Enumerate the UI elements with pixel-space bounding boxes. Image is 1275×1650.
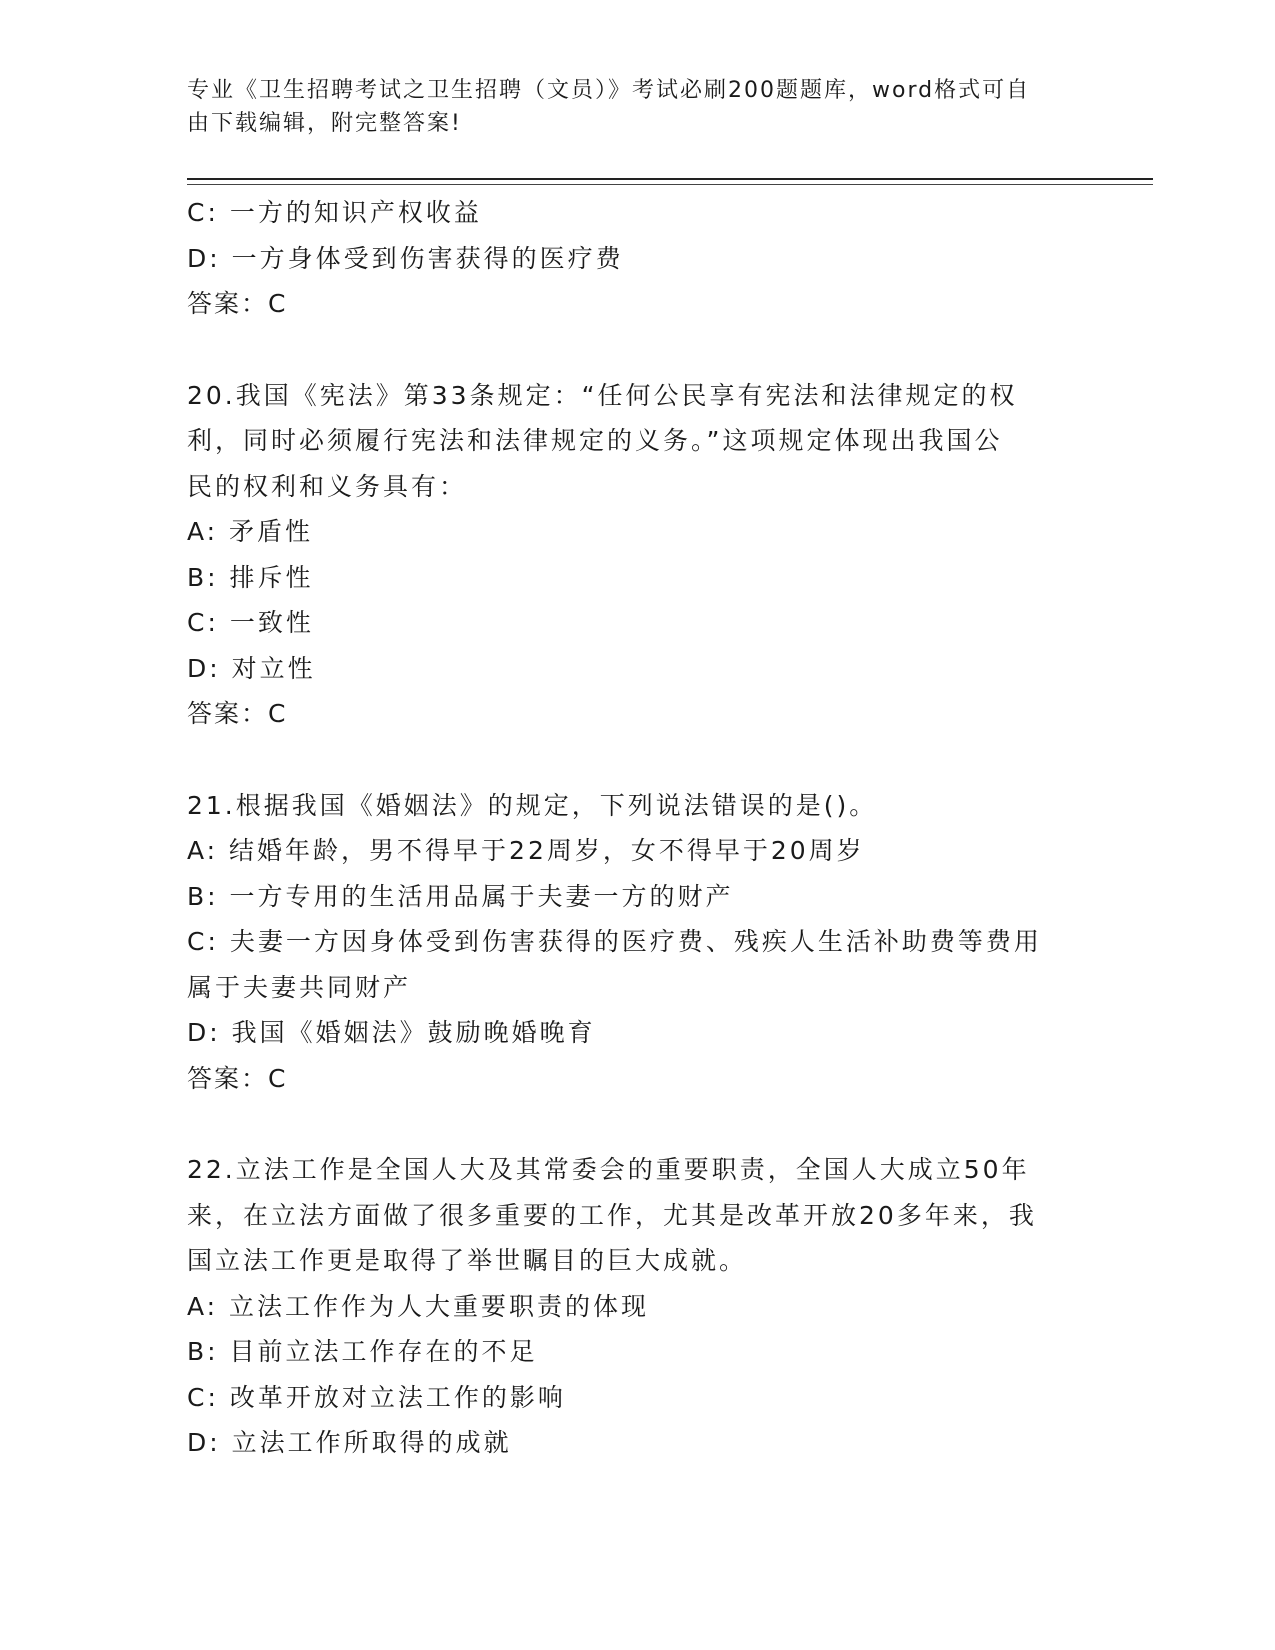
header-divider-thin [187, 184, 1153, 185]
question-stem-line: 国立法工作更是取得了举世瞩目的巨大成就。 [187, 1246, 748, 1275]
option-b: B: 一方专用的生活用品属于夫妻一方的财产 [187, 881, 734, 911]
question-stem-line: 来，在立法方面做了很多重要的工作，尤其是改革开放20多年来，我 [187, 1200, 1037, 1230]
question-stem-line: 21.根据我国《婚姻法》的规定，下列说法错误的是()。 [187, 790, 878, 820]
option-b: B: 排斥性 [187, 562, 314, 592]
option-c: C: 改革开放对立法工作的影响 [187, 1382, 566, 1412]
question-20 [187, 373, 1087, 737]
question-stem-line: 利，同时必须履行宪法和法律规定的义务。”这项规定体现出我国公 [187, 426, 1003, 455]
option-c-continued: 属于夫妻共同财产 [187, 972, 412, 1002]
option-d: D: 立法工作所取得的成就 [187, 1428, 512, 1457]
answer: 答案：C [187, 699, 288, 728]
option-c: C: 夫妻一方因身体受到伤害获得的医疗费、残疾人生活补助费等费用 [187, 927, 1042, 956]
option-c: C: 一方的知识产权收益 [187, 198, 482, 227]
option-d: D: 我国《婚姻法》鼓励晚婚晚育 [187, 1018, 596, 1047]
header-divider-thick [187, 178, 1153, 180]
question-22 [187, 1147, 1087, 1466]
answer: 答案：C [187, 1063, 288, 1093]
option-c: C: 一致性 [187, 608, 314, 637]
option-a: A: 结婚年龄，男不得早于22周岁，女不得早于20周岁 [187, 836, 865, 865]
option-d: D: 对立性 [187, 653, 316, 683]
header-line-1: 专业《卫生招聘考试之卫生招聘（文员）》考试必刷200题题库，word格式可自 [187, 78, 1031, 103]
header-line-2: 由下载编辑，附完整答案! [187, 111, 462, 136]
option-a: A: 立法工作作为人大重要职责的体现 [187, 1291, 650, 1321]
question-21 [187, 783, 1087, 1102]
question-stem-line: 20.我国《宪法》第33条规定：“任何公民享有宪法和法律规定的权 [187, 380, 1018, 410]
question-stem-line: 22.立法工作是全国人大及其常委会的重要职责，全国人大成立50年 [187, 1155, 1030, 1184]
answer: 答案：C [187, 289, 288, 318]
question-19-tail [187, 190, 1087, 327]
document-header [187, 74, 1067, 140]
question-stem-line: 民的权利和义务具有： [187, 471, 468, 501]
option-b: B: 目前立法工作存在的不足 [187, 1337, 538, 1366]
question-list [187, 190, 1087, 1466]
option-d: D: 一方身体受到伤害获得的医疗费 [187, 243, 624, 273]
option-a: A: 矛盾性 [187, 517, 314, 546]
